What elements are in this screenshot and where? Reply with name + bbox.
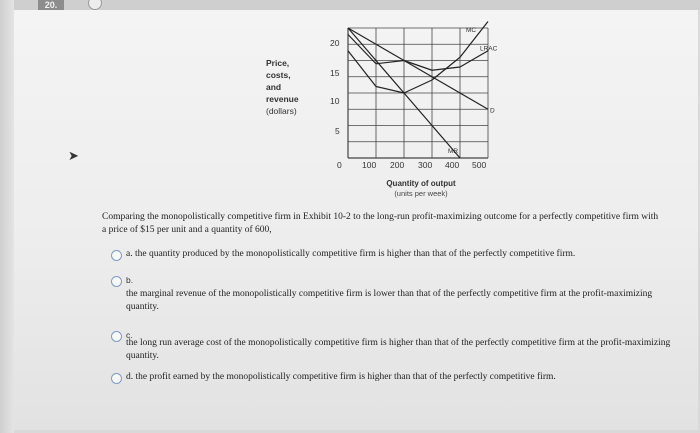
ylabel-line-5: (dollars) <box>266 106 297 116</box>
option-d[interactable] <box>126 371 666 384</box>
label-lrac: LRAC <box>480 45 498 53</box>
label-mc: MC <box>466 27 477 34</box>
window-left-edge <box>0 0 14 433</box>
option-a-letter: a. <box>126 249 133 259</box>
x-axis-title: Quantity of output <box>386 179 456 188</box>
xtick-200: 200 <box>390 160 405 170</box>
ytick-10: 10 <box>330 96 340 106</box>
ylabel-line-3: and <box>266 82 282 92</box>
question-text: Comparing the monopolistically competitive firm in Exhibit 10-2 to the long-run profit-maximizing outcome for a perfectly competitive firm with a price of $15 per unit and a quantity of 600, <box>102 212 659 235</box>
option-c-letter: c. <box>126 330 133 340</box>
xtick-300: 300 <box>418 160 433 170</box>
ylabel-line-4: revenue <box>266 94 299 104</box>
window-top-edge <box>0 0 700 10</box>
label-mr: MR <box>448 148 459 155</box>
chart-series <box>348 22 488 159</box>
xtick-400: 400 <box>445 160 460 170</box>
ytick-15: 15 <box>330 68 340 78</box>
option-a-text: the quantity produced by the monopolistically competitive firm is higher than that of the perfectly competitive firm. <box>134 249 576 259</box>
ytick-5: 5 <box>335 126 340 136</box>
radio-option-a[interactable] <box>111 250 122 261</box>
option-d-text: the profit earned by the monopolistically competitive firm is higher than that of the perfectly competitive firm. <box>135 372 556 382</box>
label-d: D <box>490 107 495 115</box>
option-d-letter: d. <box>126 372 134 382</box>
xtick-500: 500 <box>472 160 487 170</box>
radio-option-b[interactable] <box>111 276 122 287</box>
option-a[interactable] <box>126 248 666 261</box>
ytick-20: 20 <box>330 38 340 48</box>
xtick-100: 100 <box>362 160 377 170</box>
mouse-cursor-icon: ➤ <box>68 148 79 163</box>
cost-revenue-chart <box>300 20 520 160</box>
option-b-letter: b. <box>126 275 134 285</box>
option-c-text[interactable]: the long run average cost of the monopolistically competitive firm is higher than that of the perfectly competitive firm at the profit-maximizing quantity. <box>126 338 671 361</box>
radio-option-c[interactable] <box>111 331 122 342</box>
x-axis-subtitle: (units per week) <box>394 189 448 198</box>
ylabel-line-2: costs, <box>266 70 291 80</box>
ylabel-line-1: Price, <box>266 58 290 68</box>
option-b-text[interactable]: the marginal revenue of the monopolistically competitive firm is lower than that of the perfectly competitive firm at the profit-maximizing quantity. <box>126 289 653 312</box>
radio-option-d[interactable] <box>111 373 122 384</box>
ytick-0: 0 <box>337 160 342 170</box>
question-number: 20. <box>38 0 64 10</box>
series-d <box>348 28 488 109</box>
